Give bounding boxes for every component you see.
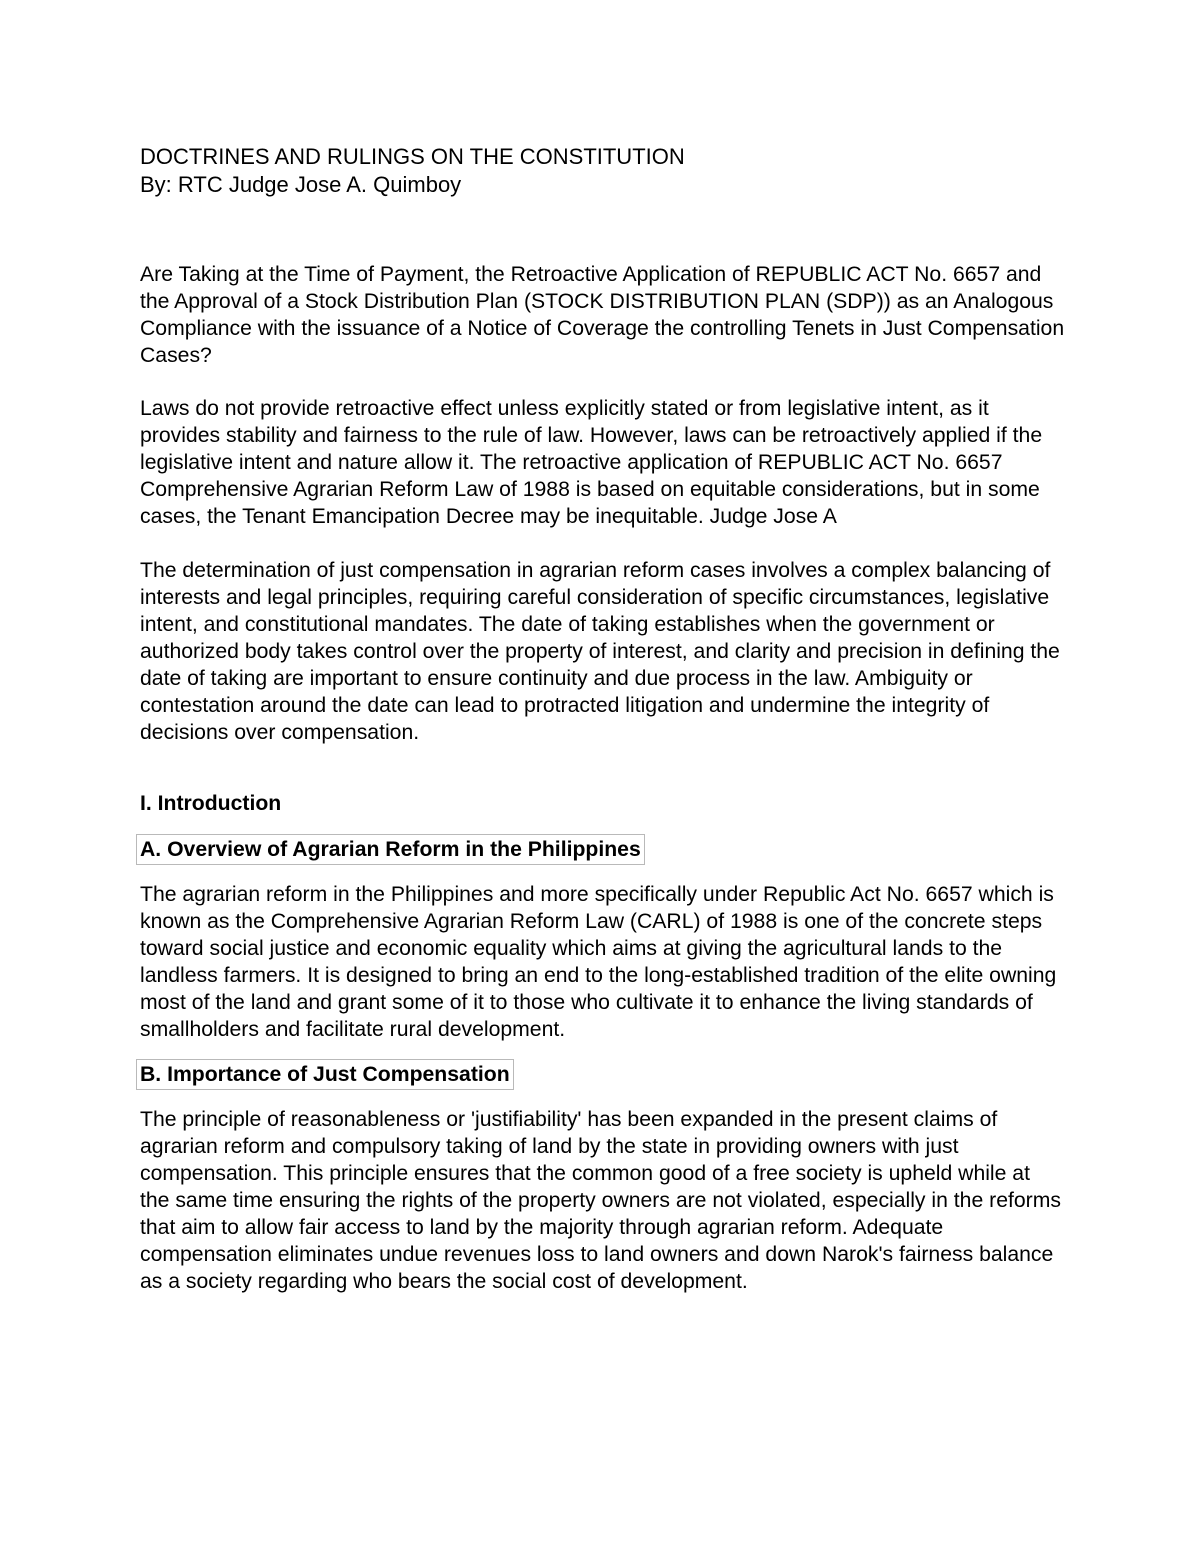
- subsection-b-paragraph: The principle of reasonableness or 'justifiability' has been expanded in the present claims of agrarian reform and compulsory taking of land by the state in providing owners with just compensation. This principle ensures that the common good of a free society is upheld while at the same time ensuring the rights of the property owners are not violated, especially in the reforms that aim to allow fair access to land by the majority through agrarian reform. Adequate compensation eliminates undue revenues loss to land owners and down Narok's fairness balance as a society regarding who bears the social cost of development.: [140, 1108, 1061, 1293]
- document-title: DOCTRINES AND RULINGS ON THE CONSTITUTION: [140, 144, 685, 169]
- document-page: [140, 143, 1065, 1295]
- subsection-b-heading: B. Importance of Just Compensation: [136, 1059, 514, 1090]
- subsection-b-heading-wrap: [136, 1059, 1065, 1106]
- question-paragraph: Are Taking at the Time of Payment, the Retroactive Application of REPUBLIC ACT No. 6657 and the Approval of a Stock Distribution Plan (STOCK DISTRIBUTION PLAN (SDP)) as an Analogous Compliance with the issuance of a Notice of Coverage the controlling Tenets in Just Compensation Cases?: [140, 263, 1065, 367]
- laws-paragraph: Laws do not provide retroactive effect unless explicitly stated or from legislative intent, as it provides stability and fairness to the rule of law. However, laws can be retroactively applied if the legislative intent and nature allow it. The retroactive application of REPUBLIC ACT No. 6657 Comprehensive Agrarian Reform Law of 1988 is based on equitable considerations, but in some cases, the Tenant Emancipation Decree may be inequitable. Judge Jose A: [140, 397, 1043, 528]
- section-heading-introduction: I. Introduction: [140, 792, 282, 815]
- subsection-a-paragraph: The agrarian reform in the Philippines and more specifically under Republic Act No. 6657 which is known as the Comprehensive Agrarian Reform Law (CARL) of 1988 is one of the concrete steps toward social justice and economic equality which aims at giving the agricultural lands to the landless farmers. It is designed to bring an end to the long-established tradition of the elite owning most of the land and grant some of it to those who cultivate it to enhance the living standards of smallholders and facilitate rural development.: [140, 883, 1057, 1041]
- determination-paragraph: The determination of just compensation in agrarian reform cases involves a complex balancing of interests and legal principles, requiring careful consideration of specific circumstances, legislative intent, and constitutional mandates. The date of taking establishes when the government or authorized body takes control over the property of interest, and clarity and precision in defining the date of taking are important to ensure continuity and due process in the law. Ambiguity or contestation around the date can lead to protracted litigation and undermine the integrity of decisions over compensation.: [140, 559, 1060, 744]
- subsection-a-heading-wrap: [136, 834, 1065, 881]
- document-byline: By: RTC Judge Jose A. Quimboy: [140, 172, 462, 197]
- subsection-a-heading: A. Overview of Agrarian Reform in the Philippines: [136, 834, 645, 865]
